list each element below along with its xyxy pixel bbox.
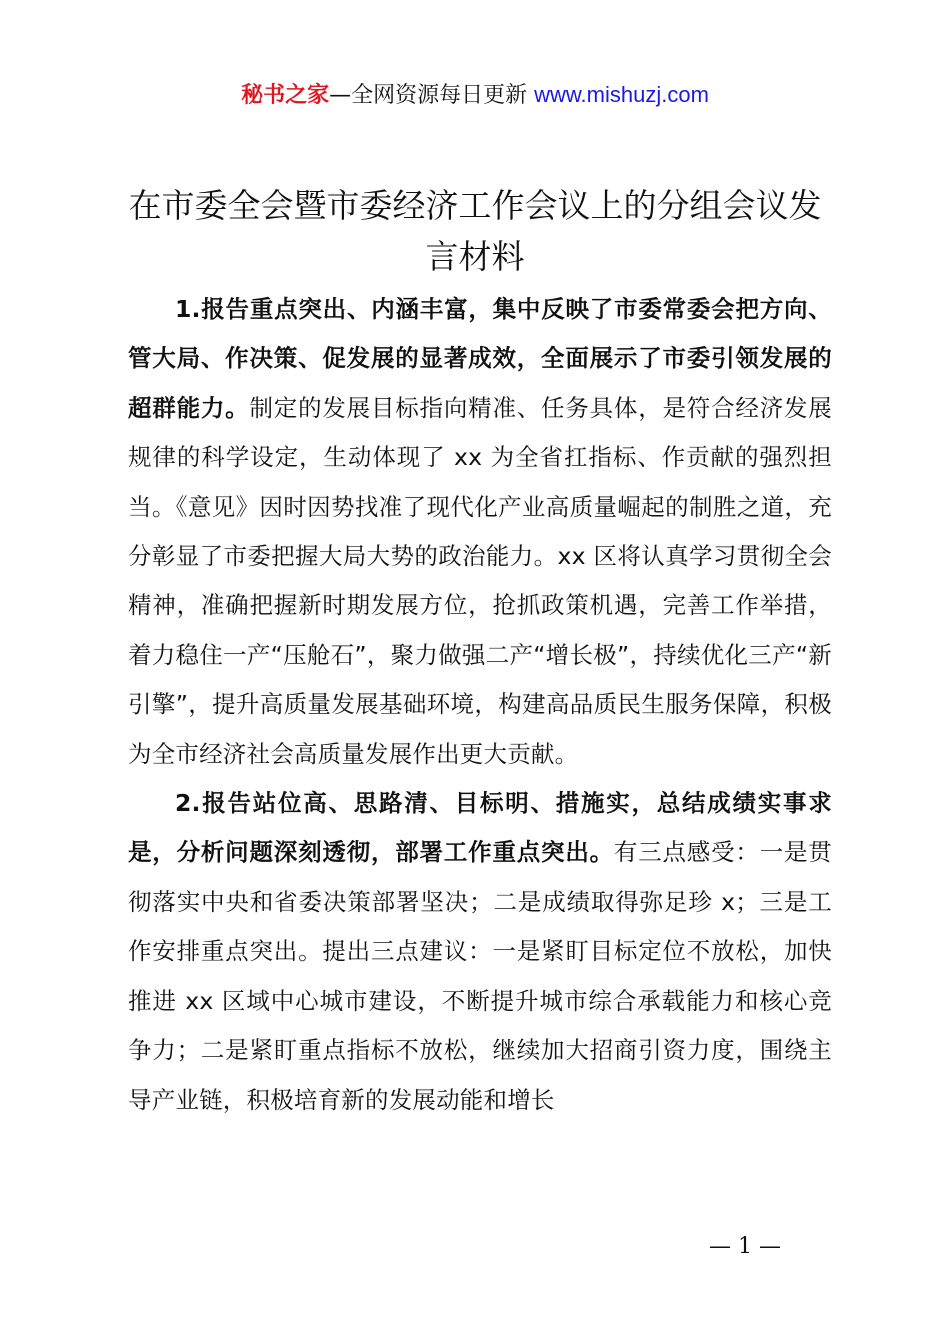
site-url-link[interactable]: www.mishuzj.com (534, 82, 709, 107)
site-banner (0, 78, 950, 113)
document-title: 在市委全会暨市委经济工作会议上的分组会议发言材料 (128, 186, 822, 276)
paragraph-1 (128, 285, 832, 779)
paragraph-2-text: 有三点感受：一是贯彻落实中央和省委决策部署坚决；二是成绩取得弥足珍 x；三是工作安排重点突出。提出三点建议：一是紧盯目标定位不放松，加快推进 xx 区域中心城市建设，不断提升城市综合承载能力和核心竞争力；二是紧盯重点指标不放松，继续加大招商引资力度，围绕主导产业链，积极培育新的发展动能和增长 (128, 838, 832, 1114)
document-body (128, 285, 832, 1125)
paragraph-2 (128, 779, 832, 1125)
banner-tagline: —全网资源每日更新 (329, 83, 535, 108)
paragraph-1-text: 制定的发展目标指向精准、任务具体，是符合经济发展规律的科学设定，生动体现了 xx 为全省扛指标、作贡献的强烈担当。《意见》因时因势找准了现代化产业高质量崛起的制胜之道，充分彰显了市委把握大局大势的政治能力。xx 区将认真学习贯彻全会精神，准确把握新时期发展方位，抢抓政策机遇，完善工作举措，着力稳住一产“压舱石”，聚力做强二产“增长极”，持续优化三产“新引擎”，提升高质量发展基础环境，构建高品质民生服务保障，积极为全市经济社会高质量发展作出更大贡献。 (128, 393, 832, 768)
brand-name: 秘书之家 (241, 83, 330, 108)
paragraph-1-lead: 1.报告重点突出、内涵丰富，集中反映了市委常委会把方向、管大局、作决策、促发展的显著成效，全面展示了市委引领发展的超群能力。 (128, 295, 832, 422)
paragraph-2-lead: 2.报告站位高、思路清、目标明、措施实，总结成绩实事求是，分析问题深刻透彻，部署工作重点突出。 (128, 789, 832, 867)
page-number: — 1 — (709, 1234, 781, 1259)
